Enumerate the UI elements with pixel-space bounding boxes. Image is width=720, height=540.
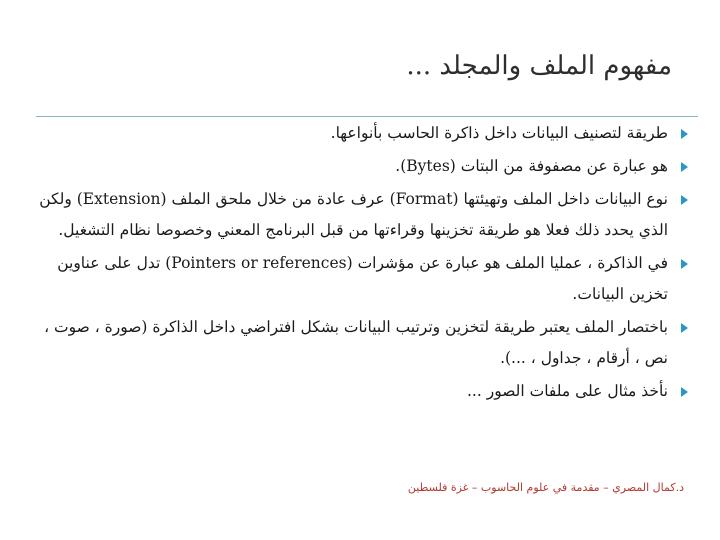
triangle-bullet-icon [681,195,688,205]
triangle-bullet-icon [681,323,688,333]
bullet-item [22,312,690,374]
bullet-list [22,118,690,409]
triangle-bullet-icon [681,259,688,269]
bullet-item [22,151,690,182]
bullet-item [22,248,690,310]
slide-title: مفهوم الملف والمجلد ... [406,51,672,81]
slide-footer: د.كمال المصري – مقدمة في علوم الحاسوب – غزة فلسطين [407,481,684,494]
triangle-bullet-icon [681,129,688,139]
bullet-text: طريقة لتصنيف البيانات داخل ذاكرة الحاسب بأنواعها. [330,124,668,142]
bullet-item [22,376,690,407]
bullet-text: باختصار الملف يعتبر طريقة لتخزين وترتيب البيانات بشكل افتراضي داخل الذاكرة (صورة ، صوت ، نص ، أرقام ، جداول ، ...). [44,318,668,367]
title-divider [36,116,698,117]
bullet-text: نأخذ مثال على ملفات الصور ... [467,382,668,400]
bullet-text: نوع البيانات داخل الملف وتهيئتها (Format) عرف عادة من خلال ملحق الملف (Extension) ولكن الذي يحدد ذلك فعلا هو طريقة تخزينها وقراءتها من قبل البرنامج المعني وخصوصا نظام التشغيل. [39,190,668,239]
bullet-item [22,118,690,149]
bullet-item [22,184,690,246]
bullet-text: هو عبارة عن مصفوفة من البتات (Bytes). [395,157,668,175]
bullet-text: في الذاكرة ، عمليا الملف هو عبارة عن مؤشرات (Pointers or references) تدل على عناوين تخزين البيانات. [57,254,668,303]
triangle-bullet-icon [681,162,688,172]
triangle-bullet-icon [681,387,688,397]
